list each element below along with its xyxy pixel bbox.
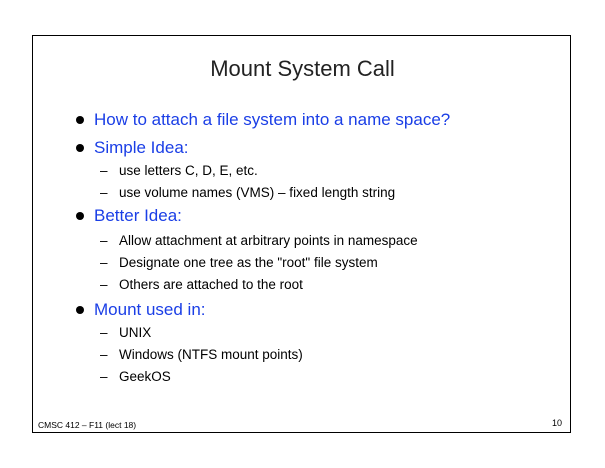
bullet-text: Better Idea:: [94, 206, 182, 225]
sub-item-text: UNIX: [119, 325, 152, 340]
sub-item-text: Windows (NTFS mount points): [119, 347, 303, 362]
sub-item-text: GeekOS: [119, 369, 171, 384]
sub-item-text: use volume names (VMS) – fixed length string: [119, 185, 396, 200]
sub-item-text: Allow attachment at arbitrary points in namespace: [119, 233, 418, 248]
sub-item-text: use letters C, D, E, etc.: [119, 163, 258, 178]
dash-marker: –: [100, 369, 108, 384]
bullet-dot: [76, 306, 84, 314]
dash-marker: –: [100, 277, 108, 292]
bullet-dot: [76, 212, 84, 220]
bullet-text: Mount used in:: [94, 300, 206, 319]
sub-item-text: Designate one tree as the "root" file system: [119, 255, 378, 270]
slide-title: Mount System Call: [210, 56, 395, 81]
dash-marker: –: [100, 163, 108, 178]
sub-item-text: Others are attached to the root: [119, 277, 303, 292]
dash-marker: –: [100, 325, 108, 340]
footer-course-label: CMSC 412 – F11 (lect 18): [38, 420, 137, 430]
dash-marker: –: [100, 185, 108, 200]
bullet-dot: [76, 116, 84, 124]
dash-marker: –: [100, 347, 108, 362]
dash-marker: –: [100, 233, 108, 248]
bullet-text: How to attach a file system into a name space?: [94, 110, 451, 129]
bullet-dot: [76, 144, 84, 152]
bullet-text: Simple Idea:: [94, 138, 189, 157]
page-number: 10: [552, 418, 563, 428]
dash-marker: –: [100, 255, 108, 270]
